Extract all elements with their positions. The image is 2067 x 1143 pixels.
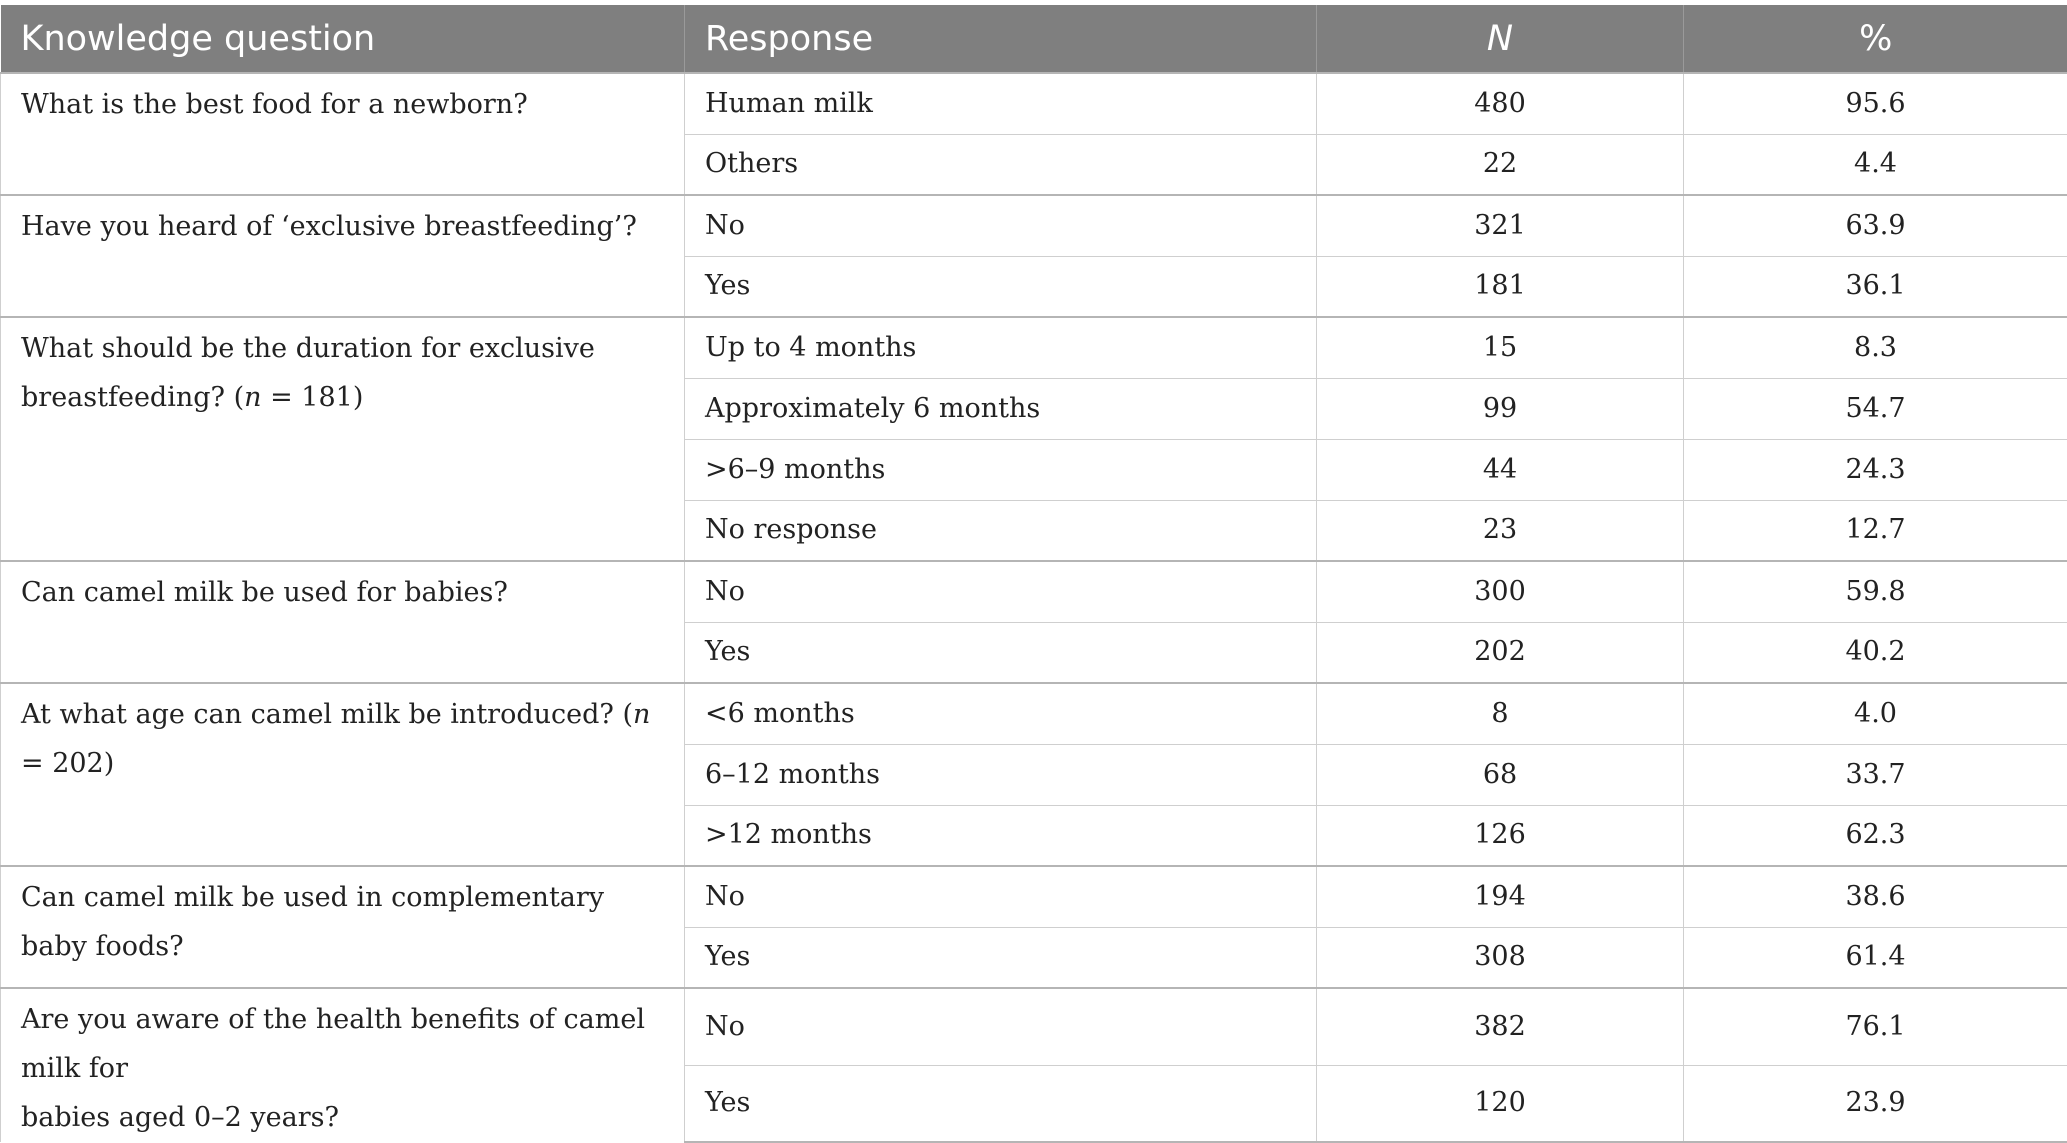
response-cell: Yes xyxy=(685,256,1317,317)
count-cell: 181 xyxy=(1317,256,1684,317)
table-row xyxy=(1,866,2067,927)
header-knowledge-question: Knowledge question xyxy=(1,5,685,73)
knowledge-table xyxy=(0,5,2067,1143)
response-cell: No xyxy=(685,195,1317,256)
percent-cell: 8.3 xyxy=(1684,317,2067,378)
response-cell: No xyxy=(685,561,1317,622)
table-row xyxy=(1,988,2067,1065)
count-cell: 8 xyxy=(1317,683,1684,744)
question-cell: Can camel milk be used in complementary baby foods? xyxy=(1,866,685,988)
count-cell: 22 xyxy=(1317,134,1684,195)
percent-cell: 40.2 xyxy=(1684,622,2067,683)
question-cell: What is the best food for a newborn? xyxy=(1,73,685,195)
count-cell: 68 xyxy=(1317,744,1684,805)
count-cell: 300 xyxy=(1317,561,1684,622)
response-cell: >6–9 months xyxy=(685,439,1317,500)
count-cell: 382 xyxy=(1317,988,1684,1065)
response-cell: <6 months xyxy=(685,683,1317,744)
response-cell: Yes xyxy=(685,622,1317,683)
header-percent: % xyxy=(1684,5,2067,73)
response-cell: No xyxy=(685,988,1317,1065)
sample-size-value: = 181) xyxy=(262,382,364,413)
percent-cell: 95.6 xyxy=(1684,73,2067,134)
percent-cell: 61.4 xyxy=(1684,927,2067,988)
percent-cell: 62.3 xyxy=(1684,805,2067,866)
percent-cell: 4.0 xyxy=(1684,683,2067,744)
count-cell: 99 xyxy=(1317,378,1684,439)
percent-cell: 36.1 xyxy=(1684,256,2067,317)
table-row xyxy=(1,317,2067,378)
response-cell: No xyxy=(685,866,1317,927)
question-line: breastfeeding? ( xyxy=(21,382,244,413)
response-cell: Yes xyxy=(685,1065,1317,1142)
count-cell: 15 xyxy=(1317,317,1684,378)
response-cell: No response xyxy=(685,500,1317,561)
percent-cell: 12.7 xyxy=(1684,500,2067,561)
count-cell: 480 xyxy=(1317,73,1684,134)
count-cell: 23 xyxy=(1317,500,1684,561)
percent-cell: 38.6 xyxy=(1684,866,2067,927)
count-cell: 44 xyxy=(1317,439,1684,500)
count-cell: 120 xyxy=(1317,1065,1684,1142)
table-row xyxy=(1,683,2067,744)
percent-cell: 33.7 xyxy=(1684,744,2067,805)
response-cell: Approximately 6 months xyxy=(685,378,1317,439)
header-response: Response xyxy=(685,5,1317,73)
sample-size-value: = 202) xyxy=(21,748,114,779)
count-cell: 194 xyxy=(1317,866,1684,927)
question-cell xyxy=(1,317,685,561)
question-line: babies aged 0–2 years? xyxy=(21,1102,339,1133)
table-row xyxy=(1,561,2067,622)
question-line: What should be the duration for exclusive xyxy=(21,333,595,364)
header-n: N xyxy=(1317,5,1684,73)
header-row xyxy=(1,5,2067,73)
table-row xyxy=(1,73,2067,134)
percent-cell: 24.3 xyxy=(1684,439,2067,500)
question-line: At what age can camel milk be introduced? ( xyxy=(21,699,633,730)
response-cell: Others xyxy=(685,134,1317,195)
percent-cell: 54.7 xyxy=(1684,378,2067,439)
table-body xyxy=(1,73,2067,1142)
question-cell: Have you heard of ‘exclusive breastfeeding’? xyxy=(1,195,685,317)
count-cell: 202 xyxy=(1317,622,1684,683)
response-cell: 6–12 months xyxy=(685,744,1317,805)
question-cell xyxy=(1,988,685,1142)
percent-cell: 4.4 xyxy=(1684,134,2067,195)
response-cell: >12 months xyxy=(685,805,1317,866)
response-cell: Human milk xyxy=(685,73,1317,134)
question-cell xyxy=(1,683,685,866)
table-header xyxy=(1,5,2067,73)
percent-cell: 76.1 xyxy=(1684,988,2067,1065)
response-cell: Up to 4 months xyxy=(685,317,1317,378)
table-row xyxy=(1,195,2067,256)
percent-cell: 59.8 xyxy=(1684,561,2067,622)
response-cell: Yes xyxy=(685,927,1317,988)
sample-size-symbol: n xyxy=(244,382,261,413)
question-line: Are you aware of the health benefits of camel milk for xyxy=(21,1004,645,1084)
question-cell: Can camel milk be used for babies? xyxy=(1,561,685,683)
percent-cell: 63.9 xyxy=(1684,195,2067,256)
count-cell: 126 xyxy=(1317,805,1684,866)
count-cell: 308 xyxy=(1317,927,1684,988)
percent-cell: 23.9 xyxy=(1684,1065,2067,1142)
count-cell: 321 xyxy=(1317,195,1684,256)
sample-size-symbol: n xyxy=(633,699,650,730)
